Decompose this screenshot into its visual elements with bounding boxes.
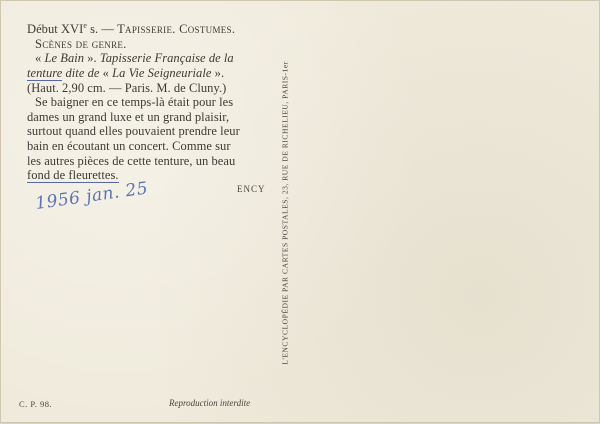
publisher-line: L'ENCYCLOPÉDIE PAR CARTES POSTALES, 23, RUE DE RICHELIEU, PARIS-1er bbox=[280, 60, 290, 365]
series-title: La Vie Seigneuriale bbox=[112, 65, 212, 80]
tenture-word: tenture bbox=[27, 65, 63, 80]
artwork-type: Tapisserie Française de la bbox=[99, 51, 234, 66]
signature-ency: ENCY bbox=[237, 184, 266, 194]
reproduction-notice: Reproduction interdite bbox=[169, 398, 251, 408]
quote-open: « bbox=[35, 51, 45, 66]
quote-open-2: « bbox=[99, 65, 113, 80]
caption-century: Début XVI bbox=[27, 22, 84, 37]
description-line: les autres pièces de cette tenture, un beau bbox=[27, 153, 236, 168]
description-line-last bbox=[27, 168, 277, 183]
caption-series-line bbox=[27, 66, 277, 81]
publisher-column bbox=[275, 1, 295, 424]
caption-category: Tapisserie. Costumes. bbox=[117, 22, 236, 37]
handwritten-date: 1956 jan. 25 bbox=[34, 178, 150, 214]
caption-block bbox=[27, 19, 277, 183]
caption-separator: s. — bbox=[86, 22, 118, 37]
caption-dimensions: (Haut. 2,90 cm. — Paris. M. de Cluny.) bbox=[27, 80, 227, 95]
caption-period-line bbox=[27, 19, 277, 37]
description-line: dames un grand luxe et un grand plaisir, bbox=[27, 109, 230, 124]
artwork-title: Le Bain bbox=[44, 51, 85, 66]
caption-century-sup: e bbox=[83, 21, 87, 30]
fleurettes-text: fond de fleurettes. bbox=[27, 168, 119, 183]
dite-de: dite de bbox=[62, 65, 100, 80]
catalog-code: C. P. 98. bbox=[19, 399, 53, 409]
caption-subcategory: Scènes de genre. bbox=[35, 36, 127, 51]
quote-close-2: ». bbox=[211, 65, 225, 80]
description-line: surtout quand elles pouvaient prendre leur bbox=[27, 124, 240, 139]
quote-close: ». bbox=[84, 51, 100, 66]
description-paragraph bbox=[27, 95, 277, 183]
description-line: Se baigner en ce temps-là était pour les bbox=[35, 95, 234, 110]
caption-title-line bbox=[27, 51, 277, 66]
description-line: bain en écoutant un concert. Comme sur bbox=[27, 138, 231, 153]
